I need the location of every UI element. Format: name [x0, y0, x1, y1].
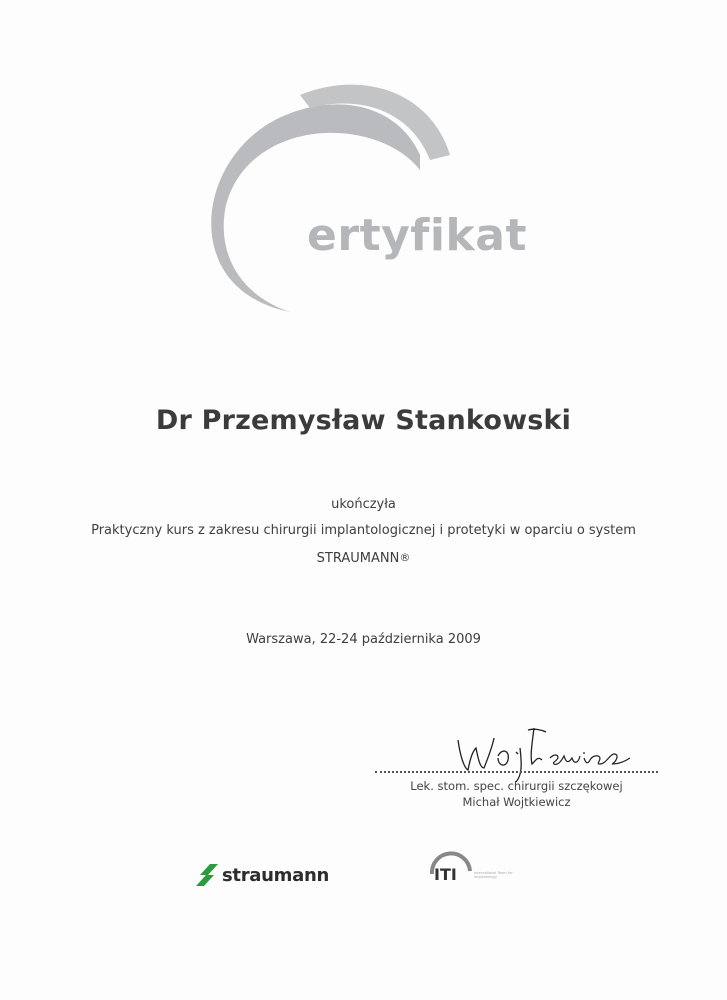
- course-description: Praktyczny kurs z zakresu chirurgii implantologicznej i protetyki w oparciu o system: [91, 523, 636, 538]
- recipient-name: Dr Przemysław Stankowski: [155, 405, 572, 436]
- straumann-wordmark: straumann: [222, 864, 329, 886]
- system-name-line: [0, 551, 727, 566]
- certificate-heading: ertyfikat: [307, 210, 527, 261]
- iti-logo: [426, 849, 516, 899]
- signatory-name: Michał Wojtkiewicz: [462, 795, 571, 809]
- handwritten-signature: [450, 720, 640, 785]
- iti-wordmark: ITI: [434, 865, 457, 884]
- system-name: STRAUMANN: [316, 551, 400, 566]
- iti-subtext: International Team for Implantology: [474, 871, 513, 879]
- completed-label: ukończyła: [331, 497, 396, 512]
- signature-dotted-line: [375, 771, 658, 773]
- straumann-logo: [196, 862, 329, 888]
- straumann-s-icon: [196, 862, 218, 888]
- place-date: Warszawa, 22-24 października 2009: [246, 632, 481, 647]
- signatory-title: Lek. stom. spec. chirurgii szczękowej: [410, 779, 623, 793]
- registered-mark: ®: [399, 551, 411, 564]
